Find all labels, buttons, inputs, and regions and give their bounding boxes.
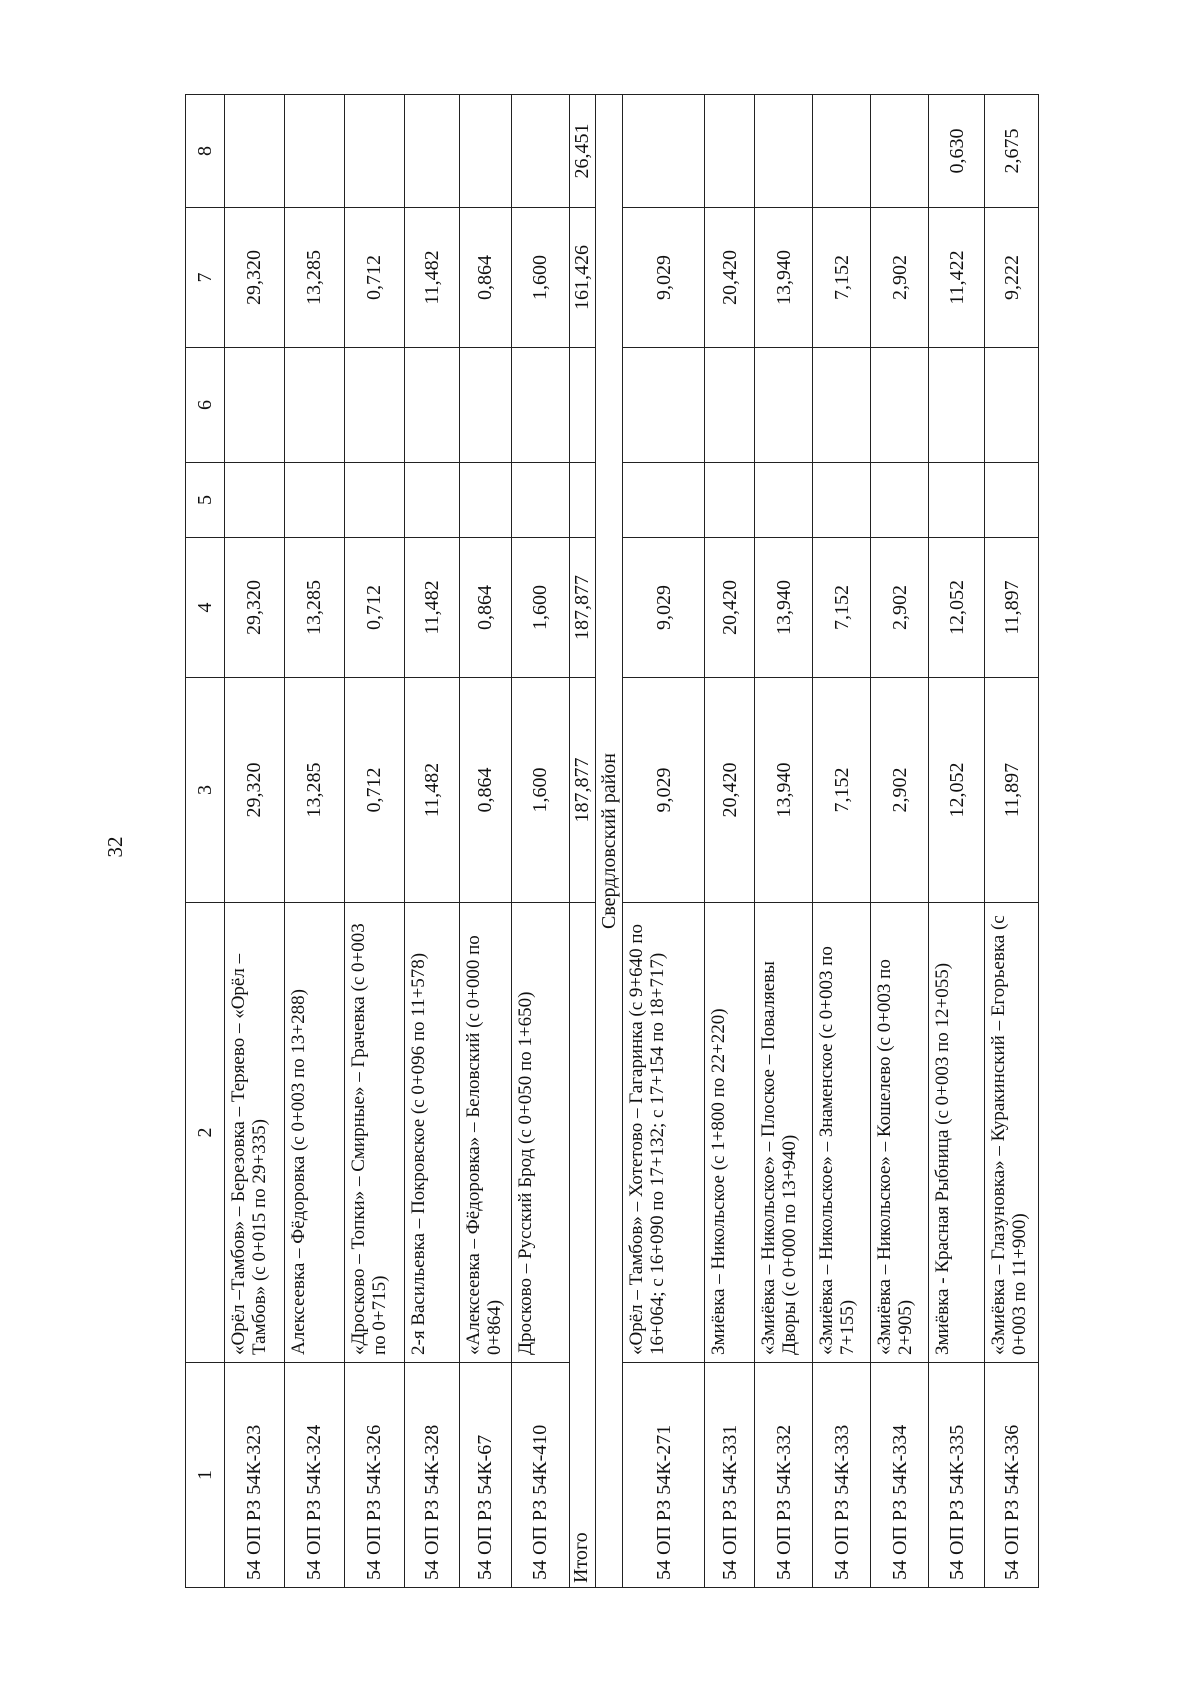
road-name-cell: «Алексеевка – Фёдоровка» – Беловский (с 0+000 по 0+864) [460, 903, 512, 1363]
roads-table [185, 94, 1039, 1588]
roads-table-body [186, 95, 1039, 1588]
table-row [405, 95, 460, 1588]
table-row [755, 95, 813, 1588]
length-col6-cell [755, 348, 813, 463]
table-row [345, 95, 405, 1588]
total-c8-cell: 26,451 [570, 95, 596, 208]
road-code-cell: 54 ОП РЗ 54К-336 [985, 1363, 1039, 1588]
table-row [985, 95, 1039, 1588]
length-col6-cell [225, 348, 285, 463]
length-col6-cell [929, 348, 985, 463]
length-col7-cell: 0,712 [345, 208, 405, 348]
road-name-cell: Змиёвка - Красная Рыбница (с 0+003 по 12+055) [929, 903, 985, 1363]
road-name-cell: «Дросково – Топки» – Смирные» – Грачевка (с 0+003 по 0+715) [345, 903, 405, 1363]
length-col6-cell [285, 348, 345, 463]
length-col8-cell [755, 95, 813, 208]
table-row [512, 95, 570, 1588]
length-col6-cell [460, 348, 512, 463]
road-name-cell: 2-я Васильевка – Покровское (с 0+096 по 11+578) [405, 903, 460, 1363]
column-header-7: 7 [186, 208, 225, 348]
length-col5-cell [225, 463, 285, 538]
rotated-table-container [185, 95, 1030, 1588]
length-total-cell: 9,029 [623, 678, 705, 903]
length-col4-cell: 2,902 [871, 538, 929, 678]
length-col5-cell [405, 463, 460, 538]
length-col6-cell [813, 348, 871, 463]
length-col7-cell: 1,600 [512, 208, 570, 348]
road-name-cell: «Змиёвка – Никольское» – Кошелево (с 0+003 по 2+905) [871, 903, 929, 1363]
length-col4-cell: 11,897 [985, 538, 1039, 678]
length-col7-cell: 7,152 [813, 208, 871, 348]
road-code-cell: 54 ОП РЗ 54К-67 [460, 1363, 512, 1588]
total-c4-cell: 187,877 [570, 538, 596, 678]
length-col5-cell [512, 463, 570, 538]
length-col7-cell: 13,285 [285, 208, 345, 348]
length-col6-cell [623, 348, 705, 463]
total-label: Итого [570, 903, 596, 1588]
length-col4-cell: 1,600 [512, 538, 570, 678]
length-col8-cell: 0,630 [929, 95, 985, 208]
length-col8-cell [623, 95, 705, 208]
length-col7-cell: 11,482 [405, 208, 460, 348]
length-col4-cell: 0,712 [345, 538, 405, 678]
length-col5-cell [285, 463, 345, 538]
length-col8-cell [813, 95, 871, 208]
road-code-cell: 54 ОП РЗ 54К-332 [755, 1363, 813, 1588]
road-code-cell: 54 ОП РЗ 54К-328 [405, 1363, 460, 1588]
length-col6-cell [512, 348, 570, 463]
road-name-cell: «Орёл –Тамбов» – Березовка – Теряево – «Орёл –Тамбов» (с 0+015 по 29+335) [225, 903, 285, 1363]
road-code-cell: 54 ОП РЗ 54К-326 [345, 1363, 405, 1588]
length-col7-cell: 9,222 [985, 208, 1039, 348]
road-code-cell: 54 ОП РЗ 54К-334 [871, 1363, 929, 1588]
column-header-4: 4 [186, 538, 225, 678]
table-row [871, 95, 929, 1588]
length-col5-cell [985, 463, 1039, 538]
length-total-cell: 2,902 [871, 678, 929, 903]
road-name-cell: Алексеевка – Фёдоровка (с 0+003 по 13+288) [285, 903, 345, 1363]
table-row [623, 95, 705, 1588]
length-col5-cell [755, 463, 813, 538]
section-title: Свердловский район [596, 95, 623, 1588]
road-name-cell: «Змиёвка – Никольское» – Знаменское (с 0+003 по 7+155) [813, 903, 871, 1363]
length-col6-cell [405, 348, 460, 463]
road-name-cell: Дросково – Русский Брод (с 0+050 по 1+650) [512, 903, 570, 1363]
length-col6-cell [705, 348, 755, 463]
length-col7-cell: 29,320 [225, 208, 285, 348]
length-col5-cell [345, 463, 405, 538]
length-col7-cell: 2,902 [871, 208, 929, 348]
table-row [705, 95, 755, 1588]
length-total-cell: 1,600 [512, 678, 570, 903]
length-col7-cell: 9,029 [623, 208, 705, 348]
length-col8-cell [871, 95, 929, 208]
length-col6-cell [345, 348, 405, 463]
length-col4-cell: 0,864 [460, 538, 512, 678]
length-total-cell: 13,940 [755, 678, 813, 903]
road-code-cell: 54 ОП РЗ 54К-331 [705, 1363, 755, 1588]
road-name-cell: «Змиёвка – Глазуновка» – Куракинский – Егорьевка (с 0+003 по 11+900) [985, 903, 1039, 1363]
length-col7-cell: 20,420 [705, 208, 755, 348]
length-col7-cell: 11,422 [929, 208, 985, 348]
total-c7-cell: 161,426 [570, 208, 596, 348]
length-col6-cell [985, 348, 1039, 463]
total-c6-cell [570, 348, 596, 463]
length-col8-cell [225, 95, 285, 208]
table-row [285, 95, 345, 1588]
length-total-cell: 0,864 [460, 678, 512, 903]
length-col5-cell [623, 463, 705, 538]
length-col5-cell [813, 463, 871, 538]
column-header-8: 8 [186, 95, 225, 208]
total-row [570, 95, 596, 1588]
length-col4-cell: 13,285 [285, 538, 345, 678]
length-total-cell: 7,152 [813, 678, 871, 903]
length-total-cell: 20,420 [705, 678, 755, 903]
column-header-3: 3 [186, 678, 225, 903]
page-number: 32 [103, 836, 127, 858]
road-code-cell: 54 ОП РЗ 54К-333 [813, 1363, 871, 1588]
length-col4-cell: 13,940 [755, 538, 813, 678]
length-col4-cell: 9,029 [623, 538, 705, 678]
length-total-cell: 11,897 [985, 678, 1039, 903]
total-c3-cell: 187,877 [570, 678, 596, 903]
road-code-cell: 54 ОП РЗ 54К-335 [929, 1363, 985, 1588]
length-col4-cell: 20,420 [705, 538, 755, 678]
table-row [813, 95, 871, 1588]
table-row [929, 95, 985, 1588]
length-col5-cell [929, 463, 985, 538]
road-code-cell: 54 ОП РЗ 54К-271 [623, 1363, 705, 1588]
length-col4-cell: 12,052 [929, 538, 985, 678]
road-name-cell: Змиёвка – Никольское (с 1+800 по 22+220) [705, 903, 755, 1363]
length-col7-cell: 0,864 [460, 208, 512, 348]
length-col5-cell [871, 463, 929, 538]
road-code-cell: 54 ОП РЗ 54К-410 [512, 1363, 570, 1588]
length-total-cell: 12,052 [929, 678, 985, 903]
length-col8-cell [705, 95, 755, 208]
column-header-5: 5 [186, 463, 225, 538]
table-row [460, 95, 512, 1588]
length-total-cell: 0,712 [345, 678, 405, 903]
section-row [596, 95, 623, 1588]
table-row [225, 95, 285, 1588]
header-row [186, 95, 225, 1588]
length-total-cell: 11,482 [405, 678, 460, 903]
length-col4-cell: 7,152 [813, 538, 871, 678]
road-name-cell: «Змиёвка – Никольское» – Плоское – Поваляевы Дворы (с 0+000 по 13+940) [755, 903, 813, 1363]
length-col4-cell: 29,320 [225, 538, 285, 678]
length-col8-cell [405, 95, 460, 208]
length-col7-cell: 13,940 [755, 208, 813, 348]
road-name-cell: «Орёл – Тамбов» – Хотетово – Гагаринка (с 9+640 по 16+064; с 16+090 по 17+132; с 17+154 по 18+717) [623, 903, 705, 1363]
length-total-cell: 13,285 [285, 678, 345, 903]
length-col8-cell [460, 95, 512, 208]
length-col8-cell [345, 95, 405, 208]
length-col5-cell [705, 463, 755, 538]
length-col4-cell: 11,482 [405, 538, 460, 678]
column-header-1: 1 [186, 1363, 225, 1588]
column-header-6: 6 [186, 348, 225, 463]
column-header-2: 2 [186, 903, 225, 1363]
length-col5-cell [460, 463, 512, 538]
length-total-cell: 29,320 [225, 678, 285, 903]
road-code-cell: 54 ОП РЗ 54К-323 [225, 1363, 285, 1588]
length-col8-cell [285, 95, 345, 208]
length-col8-cell: 2,675 [985, 95, 1039, 208]
length-col8-cell [512, 95, 570, 208]
road-code-cell: 54 ОП РЗ 54К-324 [285, 1363, 345, 1588]
total-c5-cell [570, 463, 596, 538]
length-col6-cell [871, 348, 929, 463]
